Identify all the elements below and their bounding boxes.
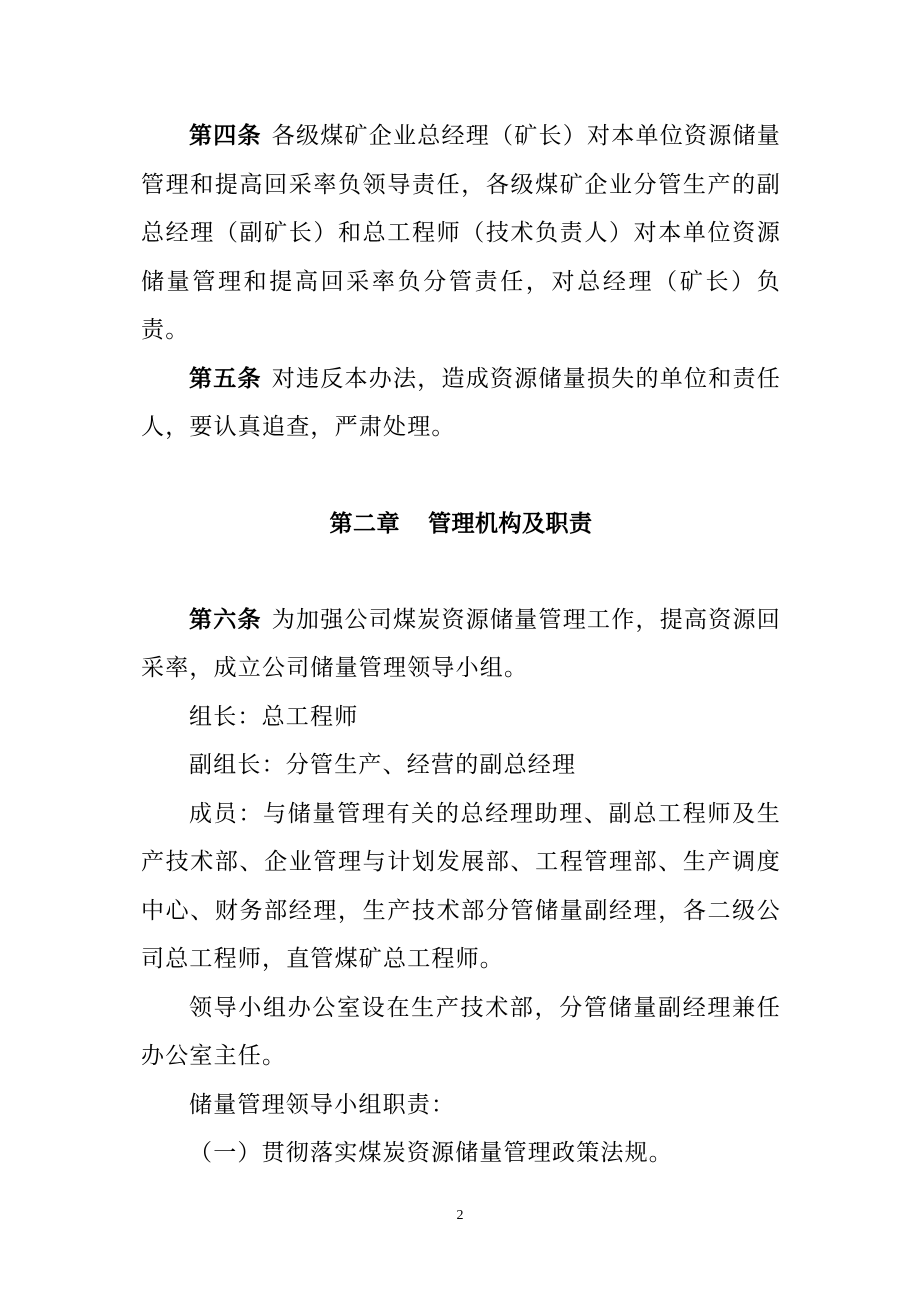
- group-deputy-line: 副组长：分管生产、经营的副总经理: [189, 752, 577, 778]
- article-4-text: 各级煤矿企业总经理（矿长）对本单位资源储量管理和提高回采率负领导责任，各级煤矿企业分管生产的副总经理（副矿长）和总工程师（技术负责人）对本单位资源储量管理和提高回采率负分管责任，对总经理（矿长）负责。: [141, 123, 781, 343]
- group-duty-1: （一）贯彻落实煤炭资源储量管理政策法规。: [189, 1140, 673, 1166]
- article-5-label: 第五条: [189, 365, 262, 392]
- article-5-text: 对违反本办法，造成资源储量损失的单位和责任人，要认真追查，严肃处理。: [141, 365, 781, 440]
- article-6-text: 为加强公司煤炭资源储量管理工作，提高资源回采率，成立公司储量管理领导小组。: [141, 606, 781, 681]
- group-leader-line: 组长：总工程师: [189, 703, 359, 730]
- article-4-label: 第四条: [189, 123, 262, 149]
- document-body: [141, 112, 781, 1178]
- chapter-number: 第二章: [329, 510, 400, 537]
- group-office-paragraph: 领导小组办公室设在生产技术部，分管储量副经理兼任办公室主任。: [141, 994, 781, 1069]
- article-6-label: 第六条: [189, 606, 262, 633]
- article-6-paragraph: [141, 596, 781, 693]
- chapter-heading: [141, 500, 781, 548]
- article-5-paragraph: [141, 355, 781, 452]
- page-number: 2: [456, 1208, 464, 1223]
- group-members-paragraph: 成员：与储量管理有关的总经理助理、副总工程师及生产技术部、企业管理与计划发展部、工程管理部、生产调度中心、财务部经理，生产技术部分管储量副经理，各二级公司总工程师，直管煤矿总工程师。: [141, 800, 781, 972]
- group-duties-heading: 储量管理领导小组职责：: [189, 1091, 456, 1118]
- chapter-title: 管理机构及职责: [428, 510, 593, 537]
- article-4-paragraph: [141, 112, 781, 355]
